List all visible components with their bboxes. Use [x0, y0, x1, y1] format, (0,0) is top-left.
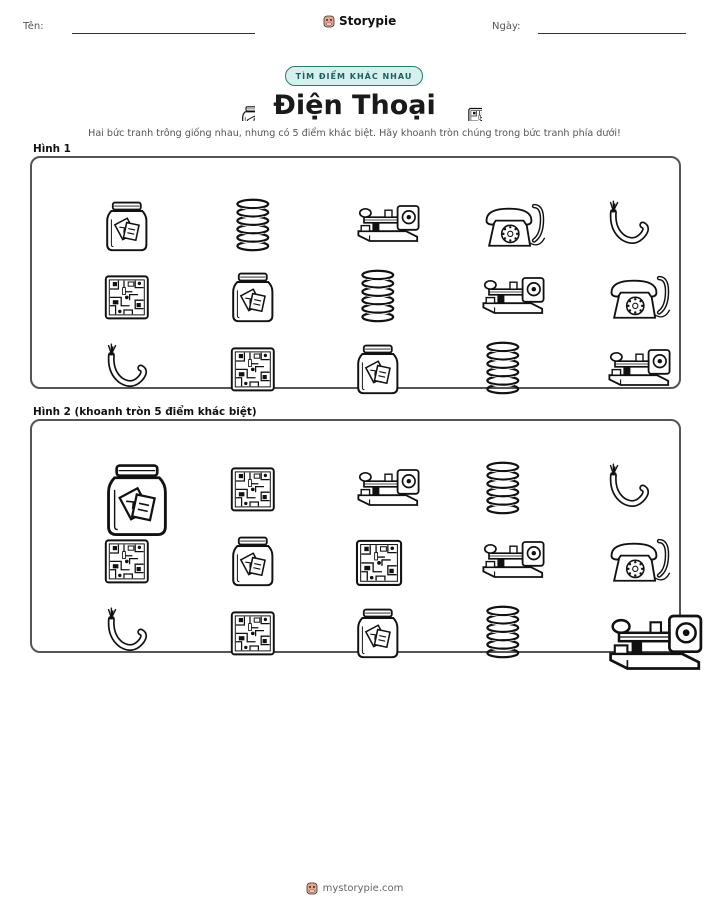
footer: [0, 881, 709, 895]
name-field[interactable]: [72, 33, 255, 34]
cable-icon: [82, 583, 127, 633]
picture2-cell[interactable]: [167, 572, 292, 644]
picture2-cell[interactable]: [167, 428, 292, 500]
picture1-cell[interactable]: [293, 308, 418, 380]
jar-icon: [72, 427, 137, 500]
date-label: Ngày:: [492, 21, 521, 32]
circuit-board-icon: [208, 583, 253, 633]
telegraph-key-icon: [322, 442, 389, 487]
rotary-phone-icon: [574, 512, 638, 560]
activity-badge: TÌM ĐIỂM KHÁC NHAU: [285, 66, 423, 86]
picture1-cell[interactable]: [42, 165, 167, 237]
telegraph-key-icon: [556, 574, 657, 641]
storypie-mascot-icon: [323, 14, 335, 28]
jar-icon: [208, 511, 253, 561]
circuit-board-icon: [82, 247, 127, 297]
picture1-cell[interactable]: [544, 237, 669, 309]
circuit-board-icon: [454, 91, 482, 121]
instructions: Hai bức tranh trông giống nhau, nhưng có 5 điểm khác biệt. Hãy khoanh tròn chúng trong bức tranh phía dưới!: [88, 128, 621, 139]
picture1-cell[interactable]: [167, 237, 292, 309]
picture1-cell[interactable]: [544, 308, 669, 380]
picture1-cell[interactable]: [42, 237, 167, 309]
picture2-cell[interactable]: [293, 500, 418, 572]
circuit-board-icon: [82, 511, 127, 561]
picture1-cell[interactable]: [167, 165, 292, 237]
picture2-cell[interactable]: [42, 428, 167, 500]
spring-icon: [458, 439, 503, 489]
picture1-cell[interactable]: [418, 237, 543, 309]
brand-name: Storypie: [339, 14, 397, 28]
date-field[interactable]: [538, 33, 686, 34]
picture1-cell[interactable]: [293, 165, 418, 237]
picture2-label: Hình 2 (khoanh tròn 5 điểm khác biệt): [33, 406, 257, 418]
jar-icon: [208, 247, 253, 297]
spring-icon: [208, 176, 253, 226]
picture2-cell[interactable]: [293, 572, 418, 644]
circuit-board-icon: [332, 510, 379, 563]
picture2-cell[interactable]: [418, 572, 543, 644]
picture2-cell[interactable]: [167, 500, 292, 572]
spring-icon: [458, 319, 503, 369]
picture1-cell[interactable]: [293, 237, 418, 309]
cable-icon: [584, 176, 629, 226]
picture1-label: Hình 1: [33, 143, 71, 155]
picture1-panel[interactable]: [30, 156, 681, 389]
picture1-cell[interactable]: [42, 308, 167, 380]
picture2-cell[interactable]: [293, 428, 418, 500]
name-label: Tên:: [23, 21, 44, 32]
picture2-cell[interactable]: [42, 572, 167, 644]
telegraph-key-icon: [322, 178, 389, 223]
storypie-mascot-icon: [306, 881, 318, 895]
spring-icon: [333, 247, 378, 297]
spring-icon: [458, 583, 503, 633]
picture1-cell[interactable]: [167, 308, 292, 380]
telegraph-key-icon: [447, 514, 514, 559]
telegraph-key-icon: [447, 250, 514, 295]
picture2-cell[interactable]: [544, 428, 669, 500]
picture2-cell[interactable]: [544, 500, 669, 572]
jar-icon: [82, 176, 127, 226]
jar-icon: [333, 319, 378, 369]
picture1-cell[interactable]: [418, 308, 543, 380]
telegraph-key-icon: [573, 322, 640, 367]
picture2-cell[interactable]: [418, 500, 543, 572]
picture1-cell[interactable]: [544, 165, 669, 237]
picture1-cell[interactable]: [418, 165, 543, 237]
picture2-cell[interactable]: [418, 428, 543, 500]
cable-icon: [82, 319, 127, 369]
picture2-cell[interactable]: [544, 572, 669, 644]
picture2-panel[interactable]: [30, 419, 681, 653]
picture2-cell[interactable]: [42, 500, 167, 572]
rotary-phone-icon: [449, 177, 513, 225]
page-title-text: Điện Thoại: [273, 90, 436, 121]
footer-url[interactable]: mystorypie.com: [322, 882, 404, 894]
circuit-board-icon: [208, 319, 253, 369]
circuit-board-icon: [208, 439, 253, 489]
jar-icon: [227, 91, 255, 121]
rotary-phone-icon: [574, 249, 638, 297]
jar-icon: [333, 583, 378, 633]
brand-logo: [323, 14, 396, 28]
cable-icon: [584, 439, 629, 489]
page-title: [0, 90, 709, 128]
